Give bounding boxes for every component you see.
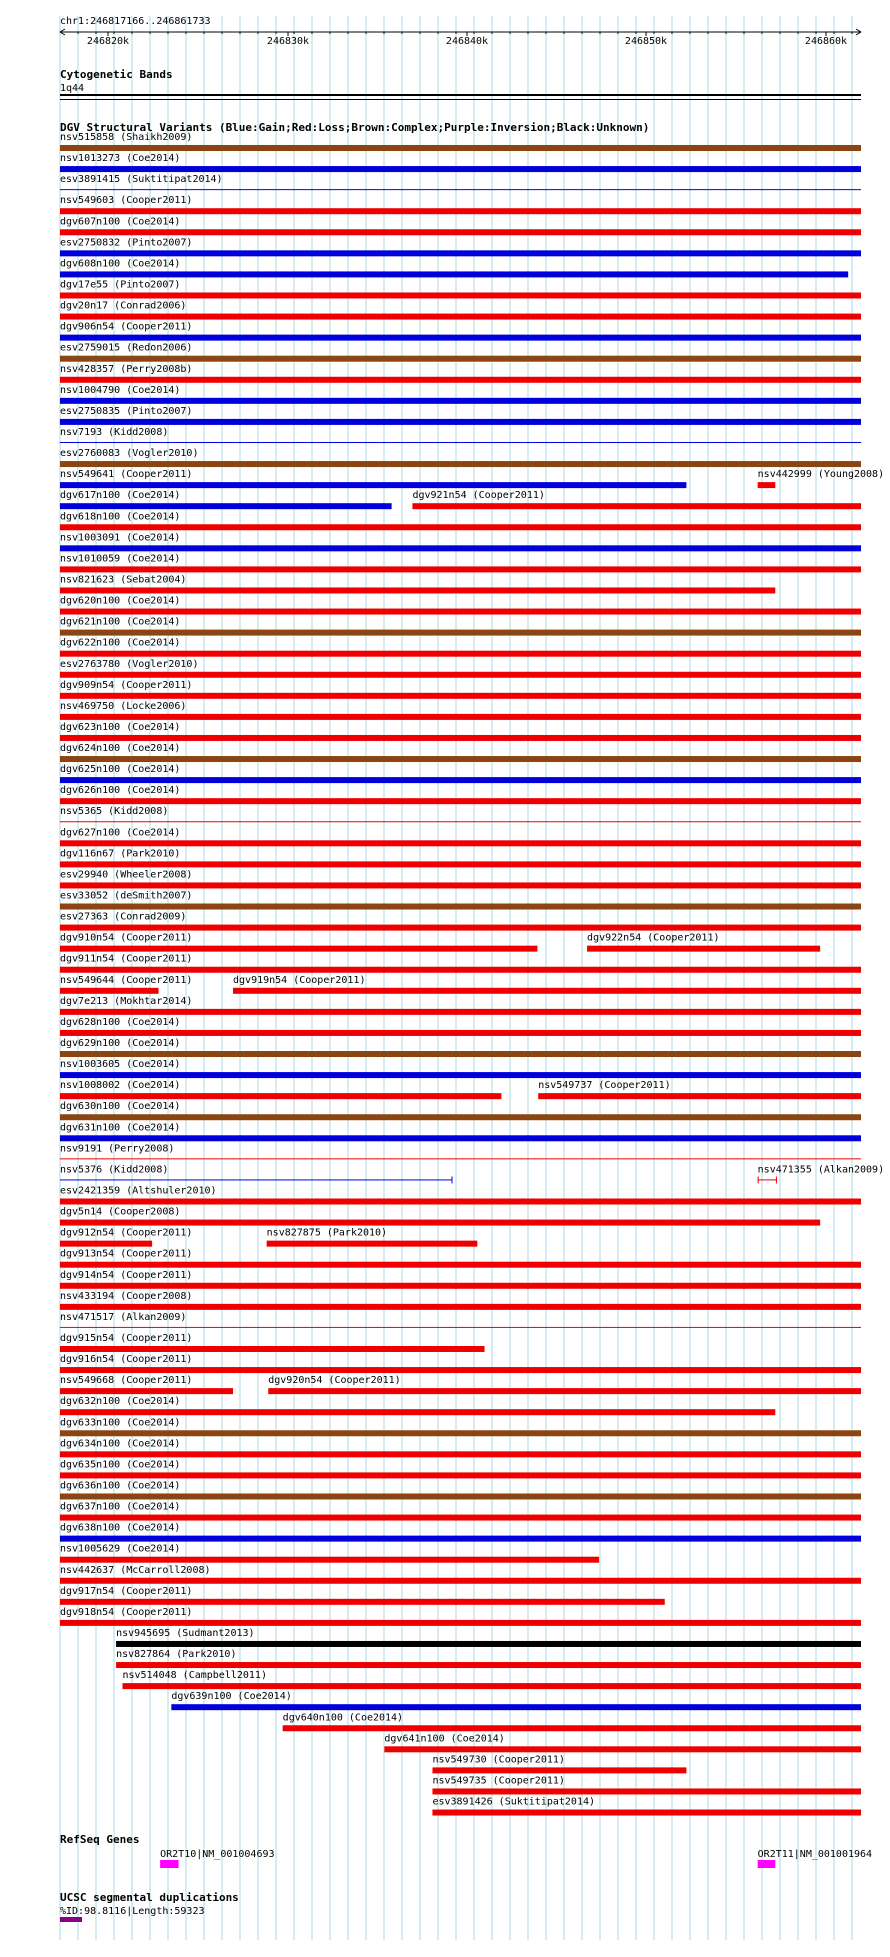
variant-feature[interactable] [60, 701, 861, 720]
ruler-tick-label: 246860k [804, 36, 848, 47]
variant-feature[interactable] [60, 680, 861, 699]
variant-label: dgv917n54 (Cooper2011) [60, 1585, 193, 1597]
variant-feature[interactable] [60, 1038, 861, 1057]
variant-bar[interactable] [60, 672, 861, 678]
variant-label: dgv916n54 (Cooper2011) [60, 1354, 193, 1366]
variant-feature[interactable] [60, 1396, 775, 1415]
variant-label: nsv515858 (Shaikh2009) [60, 132, 193, 143]
variant-label: dgv620n100 (Coe2014) [60, 595, 181, 607]
variant-label: dgv906n54 (Cooper2011) [60, 321, 193, 333]
ruler-tick-label: 246840k [445, 36, 489, 47]
variant-bar[interactable] [538, 1093, 861, 1099]
variant-label: dgv621n100 (Coe2014) [60, 616, 181, 628]
ruler-tick-label: 246830k [266, 36, 310, 47]
variant-label: esv33052 (deSmith2007) [60, 890, 193, 902]
variant-label: dgv919n54 (Cooper2011) [233, 974, 366, 986]
variant-feature[interactable] [60, 1249, 861, 1268]
variant-label: nsv945695 (Sudmant2013) [116, 1627, 255, 1639]
variant-label: nsv442637 (McCarroll2008) [60, 1564, 211, 1576]
variant-label: nsv1005629 (Coe2014) [60, 1543, 181, 1555]
variant-feature[interactable] [60, 848, 861, 867]
variant-feature[interactable] [60, 996, 861, 1015]
variant-bar[interactable] [60, 1451, 861, 1457]
variant-label: esv2763780 (Vogler2010) [60, 658, 199, 670]
variant-feature[interactable] [60, 1333, 485, 1352]
variant-feature[interactable] [432, 1775, 861, 1794]
variant-bar[interactable] [60, 821, 861, 822]
variant-label: dgv640n100 (Coe2014) [282, 1712, 404, 1724]
segdup-label: %ID:98.8116|Length:59323 [60, 1906, 205, 1917]
variant-feature[interactable] [60, 827, 861, 846]
variant-bar[interactable] [60, 861, 861, 867]
variant-bar[interactable] [60, 925, 861, 931]
variant-bar[interactable] [60, 1388, 233, 1394]
variant-feature[interactable] [60, 1122, 861, 1141]
variant-feature[interactable] [116, 1628, 861, 1647]
variant-feature[interactable] [384, 1733, 861, 1752]
variant-bar[interactable] [60, 1346, 485, 1352]
variant-label: dgv623n100 (Coe2014) [60, 721, 181, 733]
variant-bar[interactable] [268, 1388, 861, 1394]
variant-label: nsv1010059 (Coe2014) [60, 553, 181, 565]
variant-bar[interactable] [60, 545, 861, 551]
variant-label: dgv921n54 (Cooper2011) [412, 490, 545, 502]
variant-bar[interactable] [60, 377, 861, 383]
cytoband-track [60, 68, 861, 100]
variant-bar[interactable] [758, 482, 776, 488]
variant-label: esv2750835 (Pinto2007) [60, 405, 193, 417]
dgv-features [60, 132, 884, 1816]
variant-label: dgv922n54 (Cooper2011) [587, 932, 720, 944]
region-label: chr1:246817166..246861733 [60, 16, 211, 27]
variant-feature[interactable] [60, 596, 861, 615]
variant-label: nsv827864 (Park2010) [116, 1649, 237, 1661]
cytoband-label: 1q44 [60, 83, 85, 94]
cytoband-track-title[interactable]: Cytogenetic Bands [60, 68, 173, 81]
variant-label: nsv514048 (Campbell2011) [122, 1670, 267, 1682]
variant-feature[interactable] [60, 891, 861, 910]
variant-label: nsv549641 (Cooper2011) [60, 469, 193, 481]
variant-label: dgv608n100 (Coe2014) [60, 258, 181, 270]
variant-label: dgv913n54 (Cooper2011) [60, 1248, 193, 1260]
variant-bar[interactable] [60, 335, 861, 341]
variant-label: dgv920n54 (Cooper2011) [268, 1375, 401, 1387]
variant-label: esv29940 (Wheeler2008) [60, 869, 193, 881]
variant-feature[interactable] [60, 490, 392, 509]
variant-bar[interactable] [60, 1599, 665, 1605]
variant-label: nsv428357 (Perry2008b) [60, 363, 193, 375]
variant-bar[interactable] [432, 1788, 861, 1794]
ruler-track [60, 16, 861, 47]
variant-feature[interactable] [60, 764, 861, 783]
variant-bar[interactable] [60, 1114, 861, 1120]
variant-feature[interactable] [758, 1164, 884, 1183]
variant-label: dgv629n100 (Coe2014) [60, 1038, 181, 1050]
dgv-track-title[interactable]: DGV Structural Variants (Blue:Gain;Red:Loss;Brown:Complex;Purple:Inversion;Black:Unknown) [60, 121, 650, 134]
variant-label: nsv549668 (Cooper2011) [60, 1375, 193, 1387]
variant-bar[interactable] [60, 314, 861, 320]
variant-bar[interactable] [60, 208, 861, 214]
variant-feature[interactable] [60, 1417, 861, 1436]
variant-label: dgv633n100 (Coe2014) [60, 1417, 181, 1429]
variant-feature[interactable] [268, 1375, 861, 1394]
variant-feature[interactable] [60, 258, 848, 277]
variant-label: nsv549603 (Cooper2011) [60, 195, 193, 207]
variant-bar[interactable] [60, 442, 861, 443]
variant-feature[interactable] [60, 722, 861, 741]
variant-bar[interactable] [60, 145, 861, 151]
variant-bar[interactable] [432, 1810, 861, 1816]
variant-bar[interactable] [60, 292, 861, 298]
variant-bar[interactable] [267, 1241, 478, 1247]
variant-label: dgv910n54 (Cooper2011) [60, 932, 193, 944]
variant-bar[interactable] [60, 1409, 775, 1415]
variant-feature[interactable] [758, 469, 884, 488]
gene-label: OR2T10|NM_001004693 [160, 1849, 275, 1860]
variant-feature[interactable] [60, 1207, 820, 1226]
variant-label: dgv641n100 (Coe2014) [384, 1733, 505, 1745]
variant-feature[interactable] [60, 869, 861, 888]
variant-bar[interactable] [60, 189, 861, 190]
variant-feature[interactable] [60, 574, 775, 593]
variant-feature[interactable] [60, 1059, 861, 1078]
variant-bar[interactable] [60, 651, 861, 657]
variant-bar[interactable] [60, 1158, 861, 1159]
variant-feature[interactable] [60, 785, 861, 804]
variant-bar[interactable] [60, 524, 861, 530]
variant-bar[interactable] [60, 946, 537, 952]
variant-label: dgv634n100 (Coe2014) [60, 1438, 181, 1450]
variant-label: nsv1013273 (Coe2014) [60, 153, 181, 165]
variant-feature[interactable] [60, 638, 861, 657]
variant-label: dgv628n100 (Coe2014) [60, 1016, 181, 1028]
variant-bar[interactable] [587, 946, 820, 952]
variant-label: nsv1008002 (Coe2014) [60, 1080, 181, 1092]
variant-feature[interactable] [60, 1312, 861, 1328]
variant-bar[interactable] [60, 1072, 861, 1078]
ruler-tick-label: 246820k [86, 36, 130, 47]
variant-bar[interactable] [171, 1704, 861, 1710]
variant-bar[interactable] [60, 229, 861, 235]
variant-feature[interactable] [60, 216, 861, 235]
gene-bar[interactable] [160, 1860, 178, 1868]
variant-label: dgv912n54 (Cooper2011) [60, 1227, 193, 1239]
variant-label: nsv549730 (Cooper2011) [432, 1754, 565, 1766]
variant-feature[interactable] [60, 469, 686, 488]
variant-feature[interactable] [412, 490, 861, 509]
variant-label: nsv471355 (Alkan2009) [757, 1164, 885, 1176]
variant-bar[interactable] [60, 1030, 861, 1036]
variant-label: dgv915n54 (Cooper2011) [60, 1332, 193, 1344]
variant-bar[interactable] [60, 1367, 861, 1373]
variant-label: dgv632n100 (Coe2014) [60, 1396, 181, 1408]
variant-label: nsv5365 (Kidd2008) [60, 806, 169, 818]
variant-bar[interactable] [60, 1220, 820, 1226]
variant-feature[interactable] [60, 132, 861, 151]
variant-feature[interactable] [267, 1228, 478, 1247]
variant-feature[interactable] [60, 1438, 861, 1457]
variant-label: nsv821623 (Sebat2004) [60, 574, 187, 586]
variant-bar[interactable] [60, 461, 861, 467]
variant-bar[interactable] [60, 419, 861, 425]
variant-bar[interactable] [60, 503, 392, 509]
variant-label: esv3891415 (Suktitipat2014) [60, 174, 223, 186]
variant-label: dgv631n100 (Coe2014) [60, 1122, 181, 1134]
variant-label: dgv636n100 (Coe2014) [60, 1480, 181, 1492]
variant-feature[interactable] [60, 954, 861, 973]
variant-feature[interactable] [60, 743, 861, 762]
variant-bar[interactable] [60, 398, 861, 404]
variant-feature[interactable] [60, 1354, 861, 1373]
variant-label: dgv17e55 (Pinto2007) [60, 279, 181, 291]
variant-bar[interactable] [60, 1179, 452, 1180]
variant-label: dgv5n14 (Cooper2008) [60, 1206, 181, 1218]
variant-bar[interactable] [60, 1578, 861, 1584]
variant-bar[interactable] [116, 1641, 861, 1647]
variant-label: dgv7e213 (Mokhtar2014) [60, 995, 193, 1007]
variant-bar[interactable] [60, 1009, 861, 1015]
variant-feature[interactable] [60, 385, 861, 404]
variant-label: dgv624n100 (Coe2014) [60, 743, 181, 755]
variant-feature[interactable] [60, 448, 861, 467]
variant-feature[interactable] [60, 195, 861, 214]
variant-feature[interactable] [60, 301, 861, 320]
variant-bar[interactable] [60, 1199, 861, 1205]
refseq-track [60, 1833, 872, 1868]
variant-label: nsv827875 (Park2010) [266, 1227, 388, 1239]
variant-feature[interactable] [60, 322, 861, 341]
variant-label: dgv20n17 (Conrad2006) [60, 300, 187, 312]
variant-feature[interactable] [60, 912, 861, 931]
variant-bar[interactable] [60, 356, 861, 362]
variant-bar[interactable] [283, 1725, 861, 1731]
variant-label: nsv5376 (Kidd2008) [60, 1164, 169, 1176]
variant-feature[interactable] [60, 1228, 192, 1247]
variant-feature[interactable] [60, 1375, 233, 1394]
variant-label: dgv630n100 (Coe2014) [60, 1101, 181, 1113]
variant-feature[interactable] [60, 1143, 861, 1159]
variant-bar[interactable] [60, 1515, 861, 1521]
variant-label: nsv9191 (Perry2008) [60, 1143, 175, 1155]
variant-label: nsv433194 (Cooper2008) [60, 1290, 193, 1302]
variant-feature[interactable] [60, 659, 861, 678]
variant-feature[interactable] [60, 364, 861, 383]
variant-label: nsv442999 (Young2008) [757, 469, 885, 481]
track-divider [60, 99, 861, 100]
variant-label: nsv1004790 (Coe2014) [60, 384, 181, 396]
variant-bar[interactable] [60, 630, 861, 636]
cytoband-bar[interactable] [60, 94, 861, 96]
variant-feature[interactable] [60, 427, 861, 443]
variant-bar[interactable] [60, 798, 861, 804]
variant-bar[interactable] [60, 777, 861, 783]
variant-feature[interactable] [60, 1480, 861, 1499]
variant-label: dgv914n54 (Cooper2011) [60, 1269, 193, 1281]
variant-bar[interactable] [60, 882, 861, 888]
variant-feature[interactable] [171, 1691, 861, 1710]
variant-label: dgv911n54 (Cooper2011) [60, 953, 193, 965]
variant-feature[interactable] [60, 343, 861, 362]
dgv-track [60, 121, 884, 1816]
variant-bar[interactable] [60, 1093, 501, 1099]
ruler-ticks [78, 32, 852, 47]
variant-bar[interactable] [60, 693, 861, 699]
variant-label: dgv625n100 (Coe2014) [60, 764, 181, 776]
variant-bar[interactable] [60, 482, 686, 488]
variant-bar-start [758, 1176, 759, 1183]
variant-feature[interactable] [60, 1586, 665, 1605]
variant-feature[interactable] [60, 933, 537, 952]
refseq-track-title[interactable]: RefSeq Genes [60, 1833, 140, 1846]
variant-feature[interactable] [60, 806, 861, 822]
variant-bar[interactable] [60, 967, 861, 973]
variant-feature[interactable] [233, 975, 861, 994]
variant-bar[interactable] [60, 735, 861, 741]
variant-feature[interactable] [60, 1565, 861, 1584]
variant-label: esv2421359 (Altshuler2010) [60, 1185, 217, 1197]
variant-label: esv2750832 (Pinto2007) [60, 237, 193, 249]
variant-feature[interactable] [60, 1164, 452, 1183]
variant-bar[interactable] [60, 1241, 152, 1247]
variant-bar[interactable] [60, 1472, 861, 1478]
variant-feature[interactable] [60, 532, 861, 551]
variant-feature[interactable] [60, 1502, 861, 1521]
variant-label: esv3891426 (Suktitipat2014) [432, 1796, 596, 1808]
variant-label: esv2760083 (Vogler2010) [60, 448, 199, 460]
variant-feature[interactable] [60, 553, 861, 572]
segdup-track-title[interactable]: UCSC segmental duplications [60, 1891, 239, 1904]
variant-feature[interactable] [60, 153, 861, 172]
variant-bar[interactable] [60, 1051, 861, 1057]
variant-bar-end [776, 1176, 777, 1183]
variant-bar[interactable] [60, 714, 861, 720]
variant-label: dgv622n100 (Coe2014) [60, 637, 181, 649]
variant-bar[interactable] [60, 840, 861, 846]
variant-label: esv27363 (Conrad2009) [60, 911, 187, 923]
variant-feature[interactable] [587, 933, 820, 952]
variant-bar[interactable] [60, 250, 861, 256]
variant-feature[interactable] [432, 1754, 686, 1773]
variant-feature[interactable] [283, 1712, 861, 1731]
variant-label: nsv549735 (Cooper2011) [432, 1775, 565, 1787]
variant-label: dgv116n67 (Park2010) [60, 848, 181, 860]
variant-feature[interactable] [60, 1607, 861, 1626]
variant-feature[interactable] [60, 1523, 861, 1542]
variant-feature[interactable] [116, 1649, 861, 1668]
variant-bar-end [451, 1176, 452, 1183]
variant-bar[interactable] [60, 1557, 599, 1563]
variant-bar[interactable] [60, 1135, 861, 1141]
variant-bar[interactable] [60, 904, 861, 910]
variant-bar[interactable] [60, 1620, 861, 1626]
variant-bar[interactable] [60, 1536, 861, 1542]
variant-bar[interactable] [60, 756, 861, 762]
variant-feature[interactable] [60, 1459, 861, 1478]
variant-bar[interactable] [60, 1304, 861, 1310]
variant-label: dgv909n54 (Cooper2011) [60, 679, 193, 691]
variant-label: nsv1003091 (Coe2014) [60, 532, 181, 544]
variant-feature[interactable] [60, 1101, 861, 1120]
variant-feature[interactable] [60, 511, 861, 530]
variant-bar[interactable] [60, 1493, 861, 1499]
variant-label: nsv549644 (Cooper2011) [60, 974, 193, 986]
variant-bar[interactable] [122, 1683, 861, 1689]
variant-bar[interactable] [60, 271, 848, 277]
variant-bar[interactable] [60, 1262, 861, 1268]
variant-feature[interactable] [60, 1186, 861, 1205]
variant-label: nsv471517 (Alkan2009) [60, 1311, 187, 1323]
variant-bar[interactable] [60, 609, 861, 615]
variant-label: dgv607n100 (Coe2014) [60, 216, 181, 228]
variant-feature[interactable] [60, 1080, 501, 1099]
variant-bar[interactable] [432, 1767, 686, 1773]
variant-feature[interactable] [432, 1797, 861, 1816]
variant-feature[interactable] [60, 406, 861, 425]
variant-label: dgv638n100 (Coe2014) [60, 1522, 181, 1534]
ruler-tick-label: 246850k [624, 36, 668, 47]
variant-feature[interactable] [538, 1080, 861, 1099]
segdup-bar[interactable] [60, 1917, 82, 1922]
variant-feature[interactable] [60, 617, 861, 636]
variant-bar[interactable] [384, 1746, 861, 1752]
variant-bar[interactable] [60, 566, 861, 572]
refseq-features [160, 1849, 872, 1868]
gene-bar[interactable] [758, 1860, 776, 1868]
variant-label: dgv639n100 (Coe2014) [171, 1691, 292, 1703]
variant-label: nsv1003605 (Coe2014) [60, 1059, 181, 1071]
variant-bar[interactable] [60, 1283, 861, 1289]
variant-bar[interactable] [412, 503, 861, 509]
variant-bar[interactable] [116, 1662, 861, 1668]
variant-feature[interactable] [60, 237, 861, 256]
variant-label: nsv549737 (Cooper2011) [538, 1080, 671, 1092]
variant-feature[interactable] [60, 174, 861, 190]
variant-label: dgv618n100 (Coe2014) [60, 511, 181, 523]
variant-label: nsv7193 (Kidd2008) [60, 426, 169, 438]
variant-bar[interactable] [60, 166, 861, 172]
variant-bar[interactable] [60, 1327, 861, 1328]
variant-label: nsv469750 (Locke2006) [60, 700, 187, 712]
variant-feature[interactable] [60, 1017, 861, 1036]
variant-bar[interactable] [60, 587, 775, 593]
variant-bar[interactable] [233, 988, 861, 994]
variant-bar[interactable] [758, 1179, 777, 1180]
variant-bar[interactable] [60, 988, 159, 994]
variant-feature[interactable] [60, 975, 192, 994]
variant-label: dgv918n54 (Cooper2011) [60, 1606, 193, 1618]
segdup-track [60, 1891, 239, 1922]
variant-label: dgv635n100 (Coe2014) [60, 1459, 181, 1471]
variant-feature[interactable] [60, 1291, 861, 1310]
gene-feature[interactable] [160, 1849, 274, 1868]
variant-label: dgv627n100 (Coe2014) [60, 827, 181, 839]
variant-label: dgv637n100 (Coe2014) [60, 1501, 181, 1513]
variant-label: esv2759015 (Redon2006) [60, 342, 193, 354]
variant-feature[interactable] [60, 1270, 861, 1289]
gene-feature[interactable] [758, 1849, 872, 1868]
variant-bar[interactable] [60, 1430, 861, 1436]
gene-label: OR2T11|NM_001001964 [757, 1849, 873, 1860]
variant-feature[interactable] [60, 279, 861, 298]
variant-label: dgv617n100 (Coe2014) [60, 490, 181, 502]
variant-label: dgv626n100 (Coe2014) [60, 785, 181, 797]
